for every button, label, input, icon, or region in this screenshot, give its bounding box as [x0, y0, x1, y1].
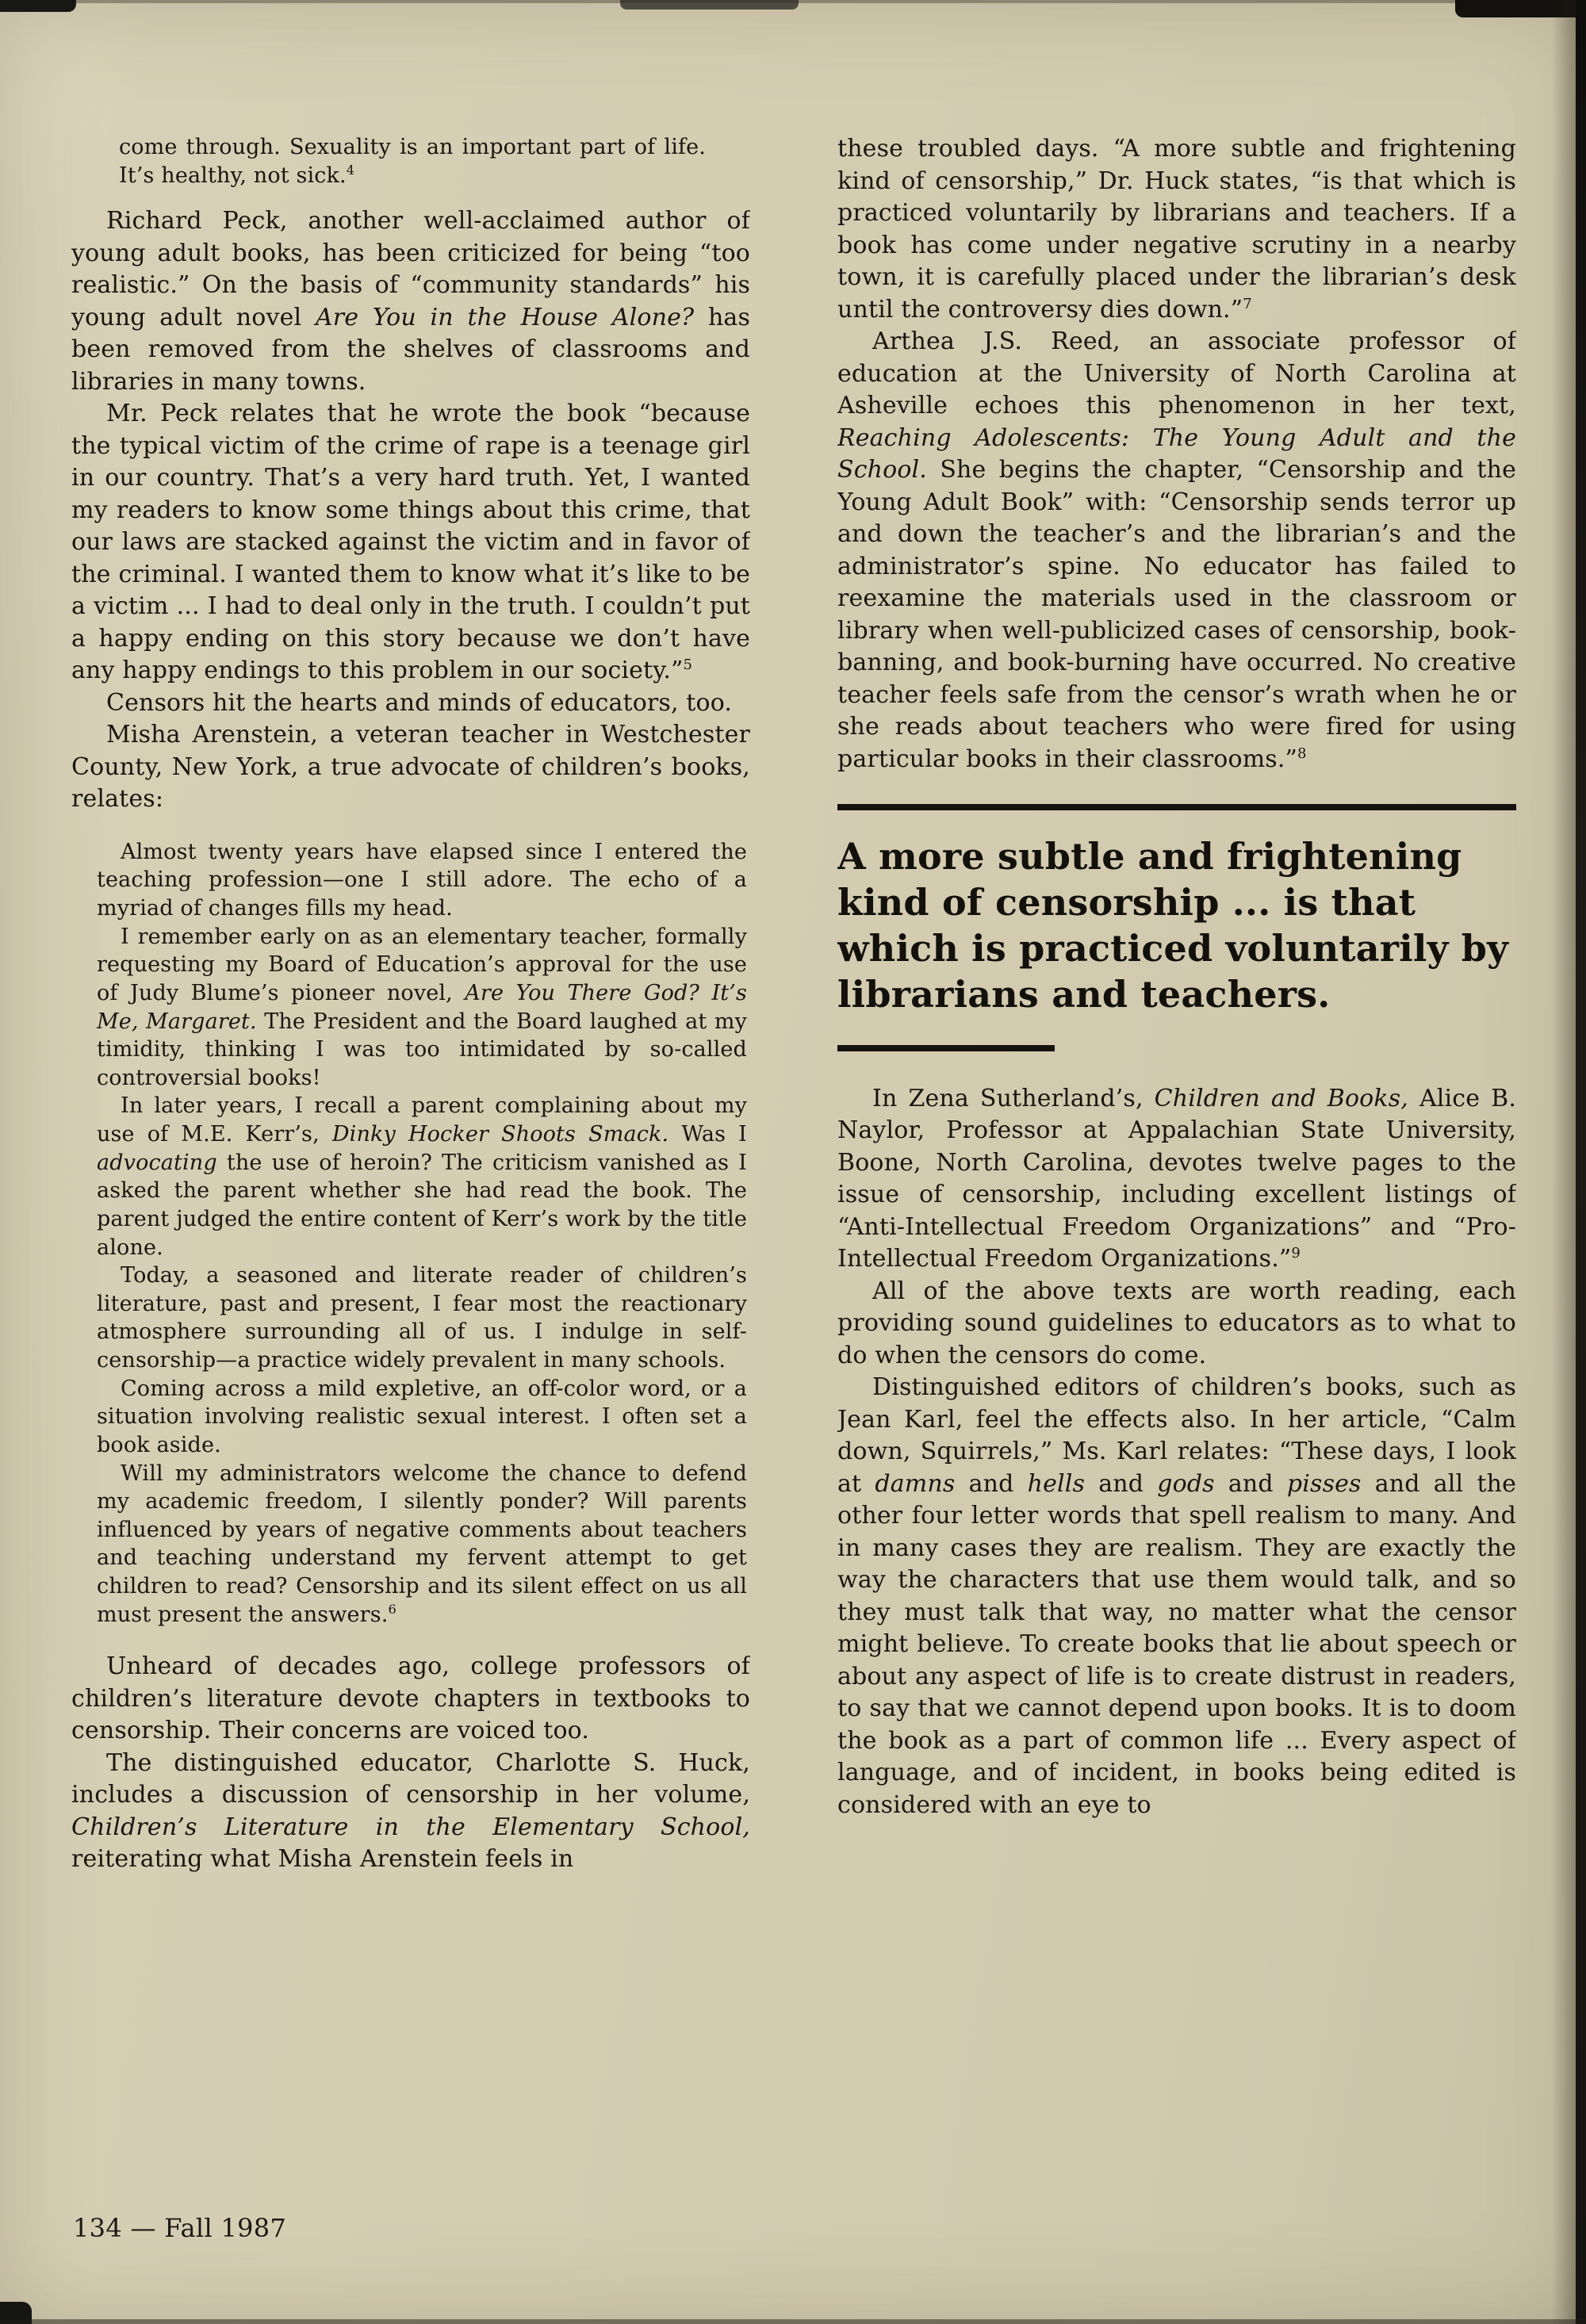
- left-column: [71, 133, 750, 2173]
- quote-paragraph: In later years, I recall a parent complaining about my use of M.E. Kerr’s, Dinky Hocker Shoots Smack. Was I advocating the use of heroin? The criticism vanished as I asked the parent whether she had read the book. The parent judged the entire content of Kerr’s work by the title alone.: [97, 1093, 748, 1260]
- paragraph: Distinguished editors of children’s books, such as Jean Karl, feel the effects also. In her article, “Calm down, Squirrels,” Ms. Karl relates: “These days, I look at damns and hells and gods and pisses and all the other four letter words that spell realism to many. And in many cases they are realism. They are exactly the way the characters that use them would talk, and so they must talk that way, no matter what the censor might believe. To create books that lie about speech or about any aspect of life is to create distrust in readers, to say that we cannot depend upon books. It is to doom the book as a part of common life ... Every aspect of language, and of incident, in books being edited is considered with an eye to: [837, 1373, 1516, 1819]
- paragraph: Mr. Peck relates that he wrote the book “because the typical victim of the crime of rape is a teenage girl in our country. That’s a very hard truth. Yet, I wanted my readers to know some things about this crime, that our laws are stacked against the victim and in favor of the criminal. I wanted them to know what it’s like to be a victim ... I had to deal only in the truth. I couldn’t put a happy ending on this story because we don’t have any happy endings to this problem in our society.”$^5$: [71, 400, 750, 685]
- continued-quote-block: [119, 133, 706, 190]
- block-quote: [97, 838, 747, 1629]
- scan-artifact-top-left: [0, 0, 76, 12]
- right-column: [837, 133, 1516, 2173]
- paragraph: Misha Arenstein, a veteran teacher in Westchester County, New York, a true advocate of children’s books, relates:: [71, 721, 750, 814]
- pull-quote-rule-top: [837, 804, 1516, 810]
- scan-artifact-right-edge: [1576, 0, 1586, 2324]
- pull-quote-text: A more subtle and frightening kind of censorship ... is that which is practiced voluntarily by librarians and teachers.: [837, 835, 1509, 1016]
- paragraph: these troubled days. “A more subtle and frightening kind of censorship,” Dr. Huck states, “is that which is practiced voluntarily by librarians and teachers. If a book has come under negative scrutiny in a nearby town, it is carefully placed under the librarian’s desk until the controversy dies down.”$^7$: [837, 135, 1516, 324]
- paragraph: All of the above texts are worth reading, each providing sound guidelines to educators as to what to do when the censors do come.: [837, 1277, 1516, 1369]
- pull-quote: [837, 804, 1516, 1051]
- paragraph: The distinguished educator, Charlotte S. Huck, includes a discussion of censorship in her volume, Children’s Literature in the Elementary School, reiterating what Misha Arenstein feels in: [71, 1748, 750, 1874]
- paragraph: Censors hit the hearts and minds of educators, too.: [106, 688, 733, 717]
- page-number-footer: 134 — Fall 1987: [73, 2213, 287, 2243]
- quote-paragraph: Coming across a mild expletive, an off-color word, or a situation involving realistic sexual interest. I often set a book aside.: [97, 1376, 747, 1457]
- pull-quote-rule-bottom: [837, 1045, 1055, 1051]
- quote-paragraph: I remember early on as an elementary teacher, formally requesting my Board of Education’s approval for the use of Judy Blume’s pioneer novel, Are You There God? It’s Me, Margaret. The President and the Board laughed at my timidity, thinking I was too intimidated by so-called controversial books!: [97, 924, 748, 1090]
- paragraph: In Zena Sutherland’s, Children and Books, Alice B. Naylor, Professor at Appalachian State University, Boone, North Carolina, devotes twelve pages to the issue of censorship, including excellent listings of “Anti-Intellectual Freedom Organizations” and “Pro-Intellectual Freedom Organizations.”$^9$: [837, 1084, 1516, 1273]
- scan-shadow-right: [1552, 0, 1576, 2324]
- quote-paragraph: come through. Sexuality is an important part of life. It’s healthy, not sick.$^4$: [119, 135, 706, 188]
- paragraph: Unheard of decades ago, college professors of children’s literature devote chapters in textbooks to censorship. Their concerns are voiced too.: [71, 1652, 750, 1745]
- two-column-text-body: [71, 133, 1516, 2173]
- paragraph: Richard Peck, another well-acclaimed author of young adult books, has been criticized for being “too realistic.” On the basis of “community standards” his young adult novel Are You in the House Alone? has been removed from the shelves of classrooms and libraries in many towns.: [71, 207, 750, 396]
- scan-artifact-bottom-edge: [0, 2319, 1586, 2324]
- scan-artifact-top-middle: [620, 0, 799, 10]
- quote-paragraph: Almost twenty years have elapsed since I entered the teaching profession—one I still adore. The echo of a myriad of changes fills my head.: [97, 839, 747, 921]
- paragraph: Arthea J.S. Reed, an associate professor of education at the University of North Carolina at Asheville echoes this phenomenon in her text, Reaching Adolescents: The Young Adult and the School. She begins the chapter, “Censorship and the Young Adult Book” with: “Censorship sends terror up and down the teacher’s and the librarian’s and the administrator’s spine. No educator has failed to reexamine the materials used in the classroom or library when well-publicized cases of censorship, book-banning, and book-burning have occurred. No creative teacher feels safe from the censor’s wrath when he or she reads about teachers who were fired for using particular books in their classrooms.”$^8$: [837, 327, 1516, 773]
- quote-paragraph: Today, a seasoned and literate reader of children’s literature, past and present, I fear most the reactionary atmosphere surrounding all of us. I indulge in self-censorship—a practice widely prevalent in many schools.: [97, 1263, 747, 1373]
- quote-paragraph: Will my administrators welcome the chance to defend my academic freedom, I silently ponder? Will parents influenced by years of negative comments about teachers and teaching understand my fervent attempt to get children to read? Censorship and its silent effect on us all must present the answers.$^6$: [97, 1461, 747, 1627]
